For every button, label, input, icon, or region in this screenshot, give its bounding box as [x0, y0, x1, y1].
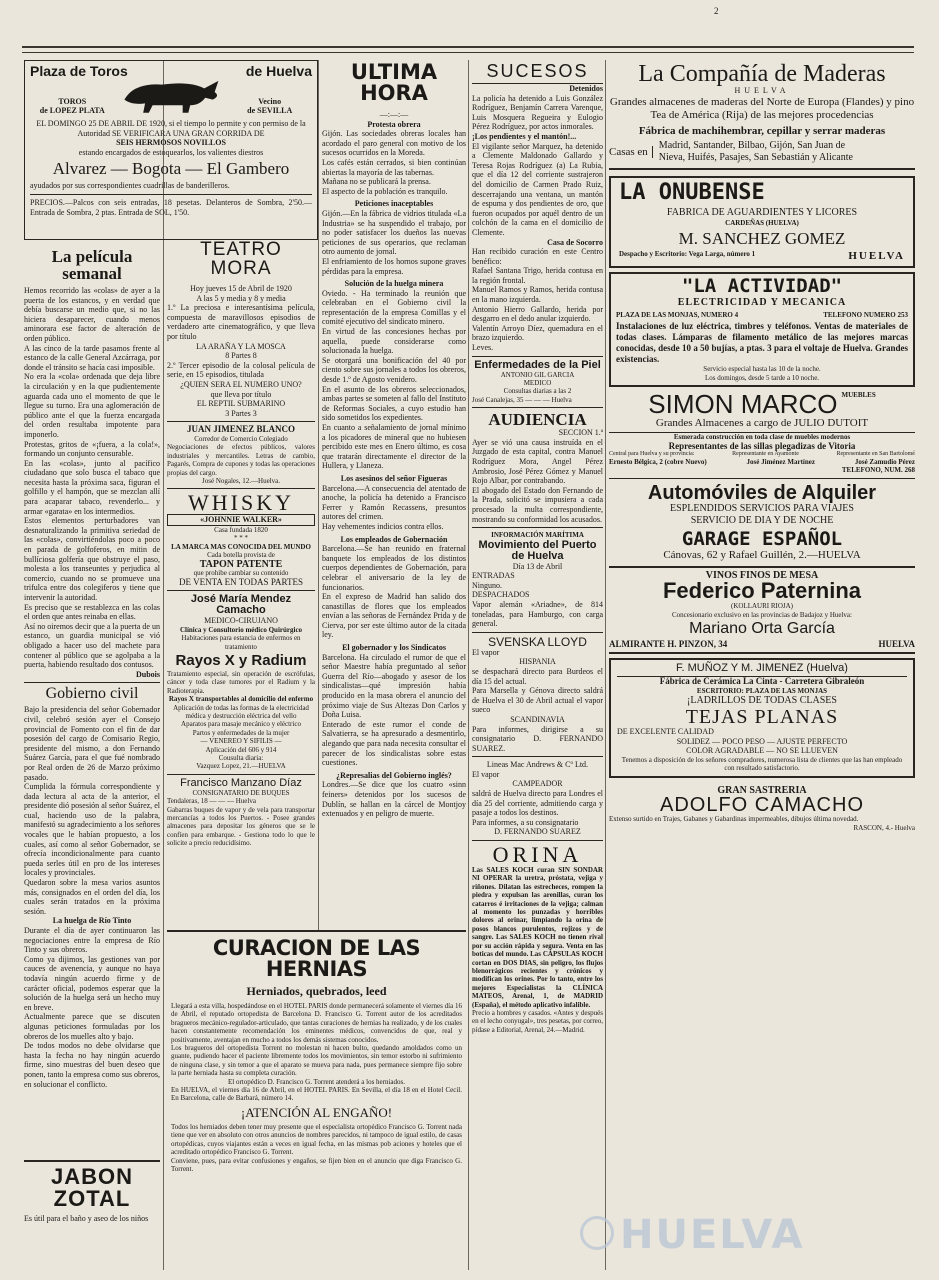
ultima-p14: Barcelona.—Se han reunido en fraternal banquete los empleados de los distintos cuerpos dependientes de Gobernación, para celebrar el aniversario de la ley de funcionarios.: [322, 544, 466, 592]
mendez-title: José María Mendez Camacho: [190, 593, 292, 617]
ceramica-title: F. MUÑOZ Y M. JIMENEZ (Huelva): [676, 662, 848, 675]
teatro-l6: que lleva por título: [210, 389, 272, 399]
hernias-p3: El ortopédico D. Francisco G. Torrent atenderá a los herniados.: [227, 1077, 406, 1086]
orina-title: ORINA: [492, 842, 583, 868]
watermark-logo-icon: [580, 1216, 614, 1250]
piel-title: Enfermedades de la Piel: [474, 358, 601, 371]
manzano-title: Francisco Manzano Díaz: [180, 776, 302, 789]
teatro-l7: EL REPTIL SUBMARINO: [196, 399, 286, 409]
maritima-title: Movimiento del Puerto de Huelva: [478, 538, 597, 562]
sucesos-s3: Casa de Socorro: [547, 237, 603, 247]
gobierno-p3: Quedaron sobre la mesa varios asuntos más, consignados en el orden del día, los cuales serán tratados en la próxima sesión.: [24, 878, 160, 916]
actividad-tel: TELEFONO NUMERO 253: [823, 311, 908, 319]
ultima-orn: —:—:—: [379, 110, 409, 119]
mendez-big: Rayos X y Radium: [175, 651, 307, 669]
ceramica-big: TEJAS PLANAS: [685, 706, 839, 729]
manzano-l1: CONSIGNATARIO DE BUQUES: [192, 788, 290, 797]
ceramica-esc: ESCRITORIO: PLAZA DE LAS MONJAS: [696, 686, 828, 695]
page-number: 2: [714, 6, 719, 16]
plaza-novillos: SEIS HERMOSOS NOVILLOS: [116, 138, 226, 148]
sucesos-p3: Han recibido curación en este Centro benéfico:: [472, 247, 603, 266]
ultima-s3: Solución de la huelga minera: [344, 279, 444, 289]
jabon-title: JABON ZOTAL: [50, 1164, 133, 1211]
blanco-l2: José Nogales, 12.—Huelva.: [202, 476, 280, 485]
pelicula-p3: No era la «cola» ordenada que deja libre la circulación y en la que pudientemente aguarda cada uno el momento de que le llegue su turno. Era una aglomeración de público ante el que la fuerza encargada del orden resultaba impotente para imponerlo.: [24, 372, 160, 439]
auto-garage: GARAGE ESPAÑOL: [681, 527, 843, 550]
ultima-s2: Peticiones inaceptables: [354, 199, 434, 209]
ceramica-p1: Tenemos a disposición de los señores compradores, numerosa lista de clientes que las han empleado con resultado satisfactorio.: [621, 755, 903, 773]
pelicula-p4: Protestas, gritos de «¡fuera, a la cola!», formando un conjunto censurable.: [24, 439, 160, 459]
plaza-diestros: estando encargados de estoquearlos, los valientes diestros: [78, 147, 264, 157]
simon-tel: TELEFONO, NUM. 268: [841, 466, 915, 475]
blanco-title: JUAN JIMENEZ BLANCO: [186, 424, 295, 435]
plaza-toros-ad: [24, 60, 318, 240]
whisky-l4: TAPON PATENTE: [199, 558, 283, 570]
maderas-cities1: Madrid, Santander, Bilbao, Gijón, San Juan de: [658, 139, 846, 151]
simon-small2: Representante en Ayamonte: [732, 451, 799, 458]
lloyd-p2: Para Marsella y Génova directo saldrá de Huelva el 30 de Abril actual el vapor sueco: [472, 686, 603, 715]
vinos-kicker: VINOS FINOS DE MESA: [705, 569, 819, 581]
maderas-p1: Grandes almacenes de maderas del Norte de Europa (Flandes) y pino Tea de América (Rija) de las mejores procedencias: [609, 95, 915, 121]
hernias-ad: [167, 930, 466, 1270]
ultima-title: ULTIMA HORA: [350, 62, 438, 105]
simon-small3: Representante en San Bartolomé: [836, 451, 915, 458]
onubense-ad: [609, 176, 915, 268]
simon-l2: Esmerada construcción en toda clase de muebles modernos: [609, 432, 915, 441]
ultima-p7: Oviedo. - Ha terminado la reunión que celebraban en el Gobierno civil la representación de la empresa Comillas y el comité ejecutivo del sindicato minero.: [322, 288, 466, 327]
ultima-p4: El aspecto de la población es tranquilo.: [322, 186, 448, 196]
gobierno-p2: Cumplida la fórmula correspondiente y dada lectura al acta de la anterior, el presidente dió posesión al señor Suárez, el cual, haciendo uso de la palabra, manifestó su agradecimiento a los señores vocales que le habían propuesto, a los cuales, así como al señor Gobernador, se ofrecía incondicionalmente para cuanto pueda serles útil en pro de los intereses locales y provinciales.: [24, 782, 160, 878]
ceramica-l3: SOLIDEZ — POCO PESO — AJUSTE PERFECTO: [676, 736, 848, 746]
teatro-l3: LA ARAÑA Y LA MOSCA: [196, 341, 286, 351]
manzano-l2: Tendaleras, 18 — — — Huelva: [167, 797, 256, 806]
simon-title: SIMON MARCO: [648, 389, 838, 420]
piel-l2: MEDICO: [523, 379, 552, 388]
ultima-s6: El gobernador y los Sindicatos: [342, 643, 446, 653]
pelicula-title: La película semanal: [51, 248, 133, 283]
divider: [167, 774, 315, 775]
pelicula-p8: Así no oiremos decir que a la puerta de un estanco, un guardia municipal se vió obligado a hacer uso del machete para contener al público que se agolpaba a la puerta, habiendo resultado dos contusos.: [24, 621, 160, 670]
ultima-p9: Se otorgará una bonificación del 40 por ciento sobre sus jornales a todos los obreros, desde 1.º de Agosto venidero.: [322, 355, 466, 385]
teatro-l4: 8 Partes 8: [225, 351, 257, 361]
whisky-l5: que prohibe cambiar su contenido: [193, 569, 289, 578]
column-divider: [605, 60, 606, 1270]
pelicula-p1: Hemos recorrido las «colas» de ayer a la puerta de los estancos, y en verdad que debía buscarse un medio que, si no las hiciera desaparecer, cuando menos aminorara ese factor de alteración de orden público.: [24, 286, 160, 343]
hernias-sub: Herniados, quebrados, leed: [246, 984, 387, 998]
teatro-p1: 1.º La preciosa e interesantísima película, compuesta de maravillosos episodios de verdadero arte cinematográfico, y que lleva por título: [167, 303, 315, 341]
whisky-l2: LA MARCA MAS CONOCIDA DEL MUNDO: [171, 542, 311, 551]
sastreria-kicker: GRAN SASTRERIA: [717, 784, 807, 796]
simon-n1: Ernesto Bélgica, 2 (cobre Nuevo): [609, 458, 707, 467]
divider: [472, 407, 603, 408]
gobierno-p6: Actualmente parece que se discuten algunas peticiones formuladas por los obreros de los muelles alto y bajo.: [24, 1012, 160, 1041]
gobierno-title: Gobierno civil: [45, 685, 139, 703]
maderas-cities2: Nieva, Huifés, Pasajes, San Sebastián y Alicante: [658, 151, 853, 163]
sucesos-p7: Valentín Arroyo Díez, quemadura en el brazo izquierdo.: [472, 323, 603, 343]
gobierno-sub: La huelga de Río Tinto: [52, 916, 132, 926]
macandrews-p1: saldrá de Huelva directo para Londres el día 25 del corriente, admitiendo carga y pasaje a todos los destinos.: [472, 789, 603, 818]
onubense-l4: HUELVA: [848, 250, 905, 262]
auto-l2: SERVICIO DE DIA Y DE NOCHE: [690, 514, 834, 526]
mendez-l4: — VENEREO Y SIFILIS —: [200, 737, 282, 746]
vecino-label: Vecino: [258, 96, 282, 106]
teatro-l2: A las 5 y media y 8 y media: [196, 293, 286, 303]
manzano-p1: Gabarras buques de vapor y de vela para transportar mercancías a todos los Puertos. - Posee grandes almacenes para depositar los géneros que se le confíen para embarque. - Gestiona todo lo que le solicite a precio reducidísimo.: [167, 805, 315, 848]
maderas-fab: Fábrica de machihembrar, cepillar y serrar maderas: [638, 124, 886, 137]
ultima-p10: En el asunto de los obreros seleccionados, ambas partes se someten al fallo del Instituto de Reformas Sociales, a cuyo estudio han sido sometidos los expedientes.: [322, 384, 466, 423]
audiencia-s1: SECCION 1.ª: [558, 428, 603, 438]
hernias-title: CURACION DE LAS HERNIAS: [212, 936, 421, 981]
vinos-title: Federico Paternina: [662, 578, 862, 604]
hernias-p4: En HUELVA, el viernes día 16 de Abril, en el HOTEL PARIS. En Sevilla, el día 18 en el Hotel Cecil. En Barcelona, calle de Barbará, número 14.: [171, 1086, 462, 1103]
lloyd-l1: El vapor: [472, 647, 500, 657]
column-1-body: [24, 248, 160, 1268]
teatro-l1: Hoy jueves 15 de Abril de 1920: [190, 284, 292, 293]
hernias-p2: Los bragueros del ortopedista Torrent no molestan ni hacen bulto, quedando amoldados como un guante, pudiendo hacer el paciente libremente todos los movimientos, sin temor estorbo ni sufrimiento de ninguna clase, y sin temor a que el aparato se mueva para nada, pues permanece siempre fijo sobre la parte herniada hasta su completa curación.: [171, 1044, 462, 1078]
lloyd-p1: se despachará directo para Burdeos el día 15 del actual.: [472, 666, 603, 686]
maderas-ad: [609, 62, 915, 170]
auto-l1: ESPLENDIDOS SERVICIOS PARA VIAJES: [670, 502, 854, 514]
simon-ad: [609, 391, 915, 478]
lloyd-p3: Para informes, dirigirse a su consignatario D. FERNANDO SUAREZ.: [472, 724, 603, 753]
vinos-city: HUELVA: [878, 639, 915, 650]
audiencia-p2: El abogado del Estado don Fernando de la Prada, solicitó se impusiera a cada procesado la multa correspondiente, mostrando su conformidad los acusados.: [472, 485, 603, 524]
sucesos-title: SUCESOS: [472, 62, 603, 84]
divider: [472, 840, 603, 841]
vinos-l1: (KOLLAURI RIOJA): [730, 602, 794, 611]
sastreria-p1: Extenso surtido en Trajes, Gabanes y Gabardinas impermeables, dibujos última novedad.: [609, 815, 859, 824]
ceramica-ad: [609, 658, 915, 778]
column-2: [167, 240, 315, 930]
gobierno-p1: Bajo la presidencia del señor Gobernador civil, celebró sesión ayer el Consejo provincial de Fomento con el fin de dar posesión del cargo de Comisario Regio, presidente del mismo, a don Fernando Suárez García, para el que fué nombrado por Real orden de 26 de Marzo próximo pasado.: [24, 705, 160, 782]
divider: [472, 632, 603, 633]
orina-p1: Las SALES KOCH curan SIN SONDAR NI OPERAR la uretra, próstata, vejiga y riñones. Dilatan las estrecheces, rompen la piedra y expulsan las arenillas, curan los catarros é irritaciones de la vejiga; calman al momento los punzadas y horribles dolores al orinar, limpiando la orina de posos blancos purulentos, rojizos y de sangre. Las SALES KOCH no tienen rival por su acción rápida y segura. Venta en las boticas del mundo. Las CÁPSULAS KOCH cortan en DOS DIAS, sin peligro, los flujos blenorrágicos recientes y crónicos y modifican los orines. Por lo tanto, entre los mejores Especialistas la CLÍNICA MATEOS, Arenal, 1, de MADRID (España), el método aplicativo infalible.: [472, 866, 603, 1009]
plaza-announce: EL DOMINGO 25 DE ABRIL DE 1920, si el tiempo lo permite y con permiso de la Autoridad SE VERIFICARA UNA GRAN CORRIDA DE: [36, 119, 306, 138]
lopez-plata: de LOPEZ PLATA: [39, 106, 105, 116]
sevilla-label: de SEVILLA: [247, 106, 293, 116]
maderas-title: La Compañía de Maderas: [638, 62, 886, 87]
simon-n2: José Jiménez Martínez: [746, 458, 815, 467]
mendez-l7: Vazquez Lopez, 21.—HUELVA: [196, 762, 286, 771]
actividad-title: "LA ACTIVIDAD": [681, 275, 843, 297]
piel-l3: Consultas diarias a las 2: [503, 387, 572, 396]
sucesos-p6: Antonio Hierro Gallardo, herida por desgarro en el dedo anular izquierdo.: [472, 304, 603, 324]
macandrews-p2: Para informes, a su consignatario: [472, 817, 579, 827]
macandrews-l3: D. FERNANDO SUAREZ: [494, 827, 581, 837]
lloyd-l3: SCANDINAVIA: [510, 714, 565, 724]
whisky-brand: «JOHNNIE WALKER»: [167, 514, 315, 526]
teatro-l5: ¿QUIEN SERA EL NUMERO UNO?: [180, 379, 302, 389]
plaza-title-right: de Huelva: [245, 63, 312, 79]
ultima-s4: Los asesinos del señor Figueras: [340, 473, 448, 483]
ultima-p1: Gijón. Las sociedades obreras locales han acordado el paro general con motivo de los sucesos ocurridos en la Moreda.: [322, 129, 466, 158]
jabon-ad: [24, 1160, 160, 1270]
ultima-p3: Mañana no se publicará la prensa.: [322, 177, 431, 187]
ultima-p5: Gijón.—En la fábrica de vidrios titulada «La Industria» se ha suspendido el trabajo, por no poder satisfacer los dueños las nuevas peticiones de sus operarios, que reclaman otro aumento de jornal.: [322, 208, 466, 257]
ultima-p6: El enfriamiento de los hornos supone graves pérdidas para la empresa.: [322, 256, 466, 276]
orina-p2: Precio a hombres y casados. «Antes y después en el lecho conyugal», tres pesetas, por correo, pídase a Editorial, Arenal, 24.—Madrid.: [472, 1008, 603, 1034]
jabon-text: Es útil para el baño y aseo de los niños: [24, 1214, 149, 1223]
vinos-name: Mariano Orta García: [689, 620, 835, 638]
macandrews-title: Lineas Mac Andrews & Cº Ltd.: [486, 760, 589, 770]
maderas-city: HUELVA: [734, 86, 790, 95]
auto-title: Automóviles de Alquiler: [647, 481, 877, 504]
hernias-p1: Llegará a esta villa, hospedándose en el HOTEL PARIS donde permanecerá solamente el viernes día 16 de Abril, el reputado ortopedista de Barcelona D. Francisco G. Torrent autor de los acreditados bragueros mecánico-regulador-articulado, que tantas curaciones de hernias ha realizado, y de los cuales hacen constantemente recomendación los eminentes médicos, convencidos de que, real y positivamente, aventajan en mucho a todos los demás sistemas conocidos.: [171, 1002, 462, 1044]
ultima-p8: En virtud de las concesiones hechas por aquella, puede considerarse como solucionada la huelga.: [322, 327, 466, 356]
sucesos-p5: Manuel Ramos y Ramos, herida contusa en la mano izquierda.: [472, 285, 603, 305]
onubense-l1: FABRICA DE AGUARDIENTES Y LICORES: [666, 206, 858, 218]
actividad-ad: [609, 272, 915, 387]
ultima-p15: En el expreso de Madrid han salido dos canastillas de flores que los empleados envían a las señoras de Fernández Prida y de Cierva, por ser este último autor de la citada ley.: [322, 592, 466, 640]
vinos-addr: ALMIRANTE H. PINZON, 34: [609, 639, 728, 650]
matadores-names: Alvarez — Bogota — El Gambero: [52, 159, 290, 179]
divider: [472, 756, 603, 757]
teatro-l8: 3 Partes 3: [225, 408, 257, 418]
sucesos-s2: ¡Los pendientes y el mantón!...: [472, 131, 577, 141]
sucesos-s1: Detenidos: [569, 84, 603, 93]
ceramica-fab: Fábrica de Cerámica La Cinta - Carretera Gibraleón: [617, 676, 907, 687]
pelicula-p6: Estos elementos perturbadores van desnaturalizando la primitiva seriedad de las «colas», convirtiéndolas poco a poco en parada de golfoferos, en mitin de bullíciosa golfería que obstruye el paso, molesta a los transeuntes y perjudica al comercio, cuando no se promueve una trifulca entre dos colegiferos y tiene que intervenir la autoridad.: [24, 516, 160, 602]
piel-l1: ANTONIO GIL GARCIA: [500, 370, 575, 379]
audiencia-p1: Ayer se vió una causa instruída en el Juzgado de esta capital, contra Manuel Rodríguez Mora, Angel Pérez Ambrosio, José Pérez Gómez y Manuel Rojo Albar, por contrabando.: [472, 437, 603, 486]
divider: [167, 421, 315, 422]
macandrews-l1: El vapor: [472, 769, 500, 779]
ceramica-l1: ¡LADRILLOS DE TODAS CLASES: [687, 695, 837, 707]
plaza-cuadrillas: ayudados por sus correspondientes cuadrillas de banderilleros.: [30, 181, 230, 191]
divider: [30, 194, 312, 195]
hernias-p5: Todos los herniados deben tener muy presente que el especialista ortopédico Francisco G. Torrent nada tiene que ver en absoluto con otros anuncios de nombres parecidos, ni tampoco de igual estilo, de casas ortopédicas, cuyos viajantes están a veces en igual fecha, en las mismas pob aciones y hoteles que el acreditado ortopédico Francisco G. Torrent.: [171, 1122, 462, 1157]
onubense-title: LA ONUBENSE: [619, 179, 765, 205]
top-rule-thin: [22, 52, 914, 53]
mendez-l1: MEDICO-CIRUJANO: [204, 616, 278, 626]
mendez-p2: Rayos X transportables al domicilio del enfermo: [168, 695, 314, 704]
plaza-title-left: Plaza de Toros: [30, 63, 128, 79]
lloyd-title: SVENSKA LLOYD: [488, 634, 587, 649]
column-divider: [468, 60, 469, 1270]
lloyd-l2: HISPANIA: [519, 657, 556, 667]
sastreria-title: ADOLFO CAMACHO: [659, 794, 865, 817]
maritima-kicker: INFORMACIÓN MARÍTIMA: [491, 531, 584, 540]
auto-addr: Cánovas, 62 y Rafael Guillén, 2.—HUELVA: [663, 548, 861, 561]
mendez-p3: Aplicación de todas las formas de la electricidad médica y destrucción eléctrica del vello: [173, 703, 309, 720]
onubense-name: M. SANCHEZ GOMEZ: [678, 229, 846, 248]
piel-l4: José Canalejas, 35 — — — Huelva: [472, 395, 572, 404]
mendez-l2: Clínica y Consultorio médico Quirúrgico: [179, 625, 303, 634]
top-rule: [22, 46, 914, 48]
divider: [472, 527, 603, 528]
maritima-p1: Vapor alemán «Ariadne», de 814 toneladas, para Hamburgo, con carga general.: [472, 599, 603, 629]
blanco-p1: Negociaciones de efectos públicos, valores industriales y mercantiles. Letras de cambio, Pagarés, Compra de cupones y todas las operaciones propias del cargo.: [167, 443, 315, 477]
sastreria-addr: RASCON, 4.- Huelva: [853, 823, 915, 832]
simon-muebles: MUEBLES: [841, 391, 876, 400]
sucesos-p2: El vigilante señor Marquez, ha detenido a Clemente Maldonado Gallardo y Teresa Rojas Rodríguez (a) La Rubia, que el día 12 del corriente sustrajeron del domicilio de Carmen Prado Ruiz, descerrajando una ventana, un mantón de espuma y dos pendientes de oro, que fueron ocupados por aquél dentro de un colchón de la cama en el domicilio de Clemente.: [472, 141, 603, 237]
ultima-s1: Protesta obrera: [367, 119, 421, 129]
gobierno-p7: De todos modos no debe olvidarse que hasta la fecha no hay ningún acuerdo firme, sino muestras del buen deseo que ponen, tanto la empresa como sus obreros, en solucionar el conflicto.: [24, 1041, 160, 1089]
gobierno-p5: Como ya dijimos, las gestiones van por cauces de avenencia, y aunque no haya todavía ningún acuerdo firme y de carácter oficial, podemos esperar que la solución de la huelga será un hecho muy en breve.: [24, 954, 160, 1012]
whisky-l6: DE VENTA EN TODAS PARTES: [179, 576, 303, 587]
teatro-p2: 2.º Tercer episodio de la colosal película de serie, en 15 episodios, titulada: [167, 360, 315, 380]
onubense-l2: CARDEÑAS (HUELVA): [725, 218, 799, 227]
mendez-p4: Aparatos para masaje mecánico y eléctrico: [181, 720, 301, 729]
bull-icon: [115, 72, 228, 116]
ultima-p11: En cuanto a señalamiento de jornal mínimo a los picadores de mineral que no hubiesen percibido este mes en Enero último, es cosa que tratarán directamente el director de la Hullera, y Llaneza.: [322, 423, 466, 471]
whisky-l3: Cada botella provista de: [207, 551, 275, 560]
maritima-l1: Día 13 de Abril: [512, 561, 563, 571]
watermark: HUELVA: [620, 1212, 805, 1258]
ultima-p16: Barcelona. Ha circulado el rumor de que el señor Maestre había preguntado al señor Guerra del Río—abogado y asesor de los sindicalistas—qué impresión había producido en la masa obrera el anuncio del próximo viaje de Sus Altezas Don Carlos y Doña Luisa.: [322, 652, 466, 720]
actividad-l2: Los domingos, desde 5 tarde a 10 noche.: [704, 373, 820, 382]
macandrews-l2: CAMPEADOR: [512, 779, 563, 789]
pelicula-p2: A las cinco de la tarde pasamos frente al estanco de la calle General Azcárraga, por donde el tránsito se hacía casi imposible.: [24, 343, 160, 372]
blanco-l1: Corredor de Comercio Colegiado: [194, 434, 288, 443]
column-3: [472, 62, 603, 1270]
whisky-l1: Casa fundada 1820: [214, 525, 268, 534]
pelicula-p5: En las «colas», junto al pacífico ciudadano que solo busca el tabaco que necesita hasta la próxima saca, figuran el golfillo y el hampón, que se mezclan allí para acaparar tabaco, revenderlo... y armar «garata» en los intermedios.: [24, 458, 160, 516]
maritima-l3: Ninguno.: [472, 580, 502, 590]
onubense-l3: Despacho y Escritorio: Vega Larga, número 1: [619, 250, 756, 258]
sastreria-ad: [609, 782, 915, 832]
sucesos-p1: La policía ha detenido a Luis González Rodríguez, Benjamín Carrera Varenque, Luis Mosquera Regueira y Eulogio Pérez Rodríguez, por actos inmorales.: [472, 93, 603, 132]
audiencia-title: AUDIENCIA: [488, 410, 587, 430]
pelicula-p7: Es preciso que se restablezca en las colas el orden que antes reinaba en ellas.: [24, 602, 160, 622]
vinos-ad: [609, 568, 915, 654]
whisky-title: WHISKY: [188, 490, 294, 516]
simon-l1: Grandes Almacenes a cargo de JULIO DUTOIT: [655, 417, 869, 430]
sucesos-p8: Leves.: [472, 343, 494, 353]
ultima-p2: Los cafés están cerrados, si bien continúan abiertas la mayoría de las tabernas.: [322, 157, 466, 177]
ceramica-l2: DE EXCELENTE CALIDAD: [617, 727, 714, 737]
gobierno-p4: Durante el día de ayer continuaron las negociaciones entre la empresa de Río Tinto y sus obreros.: [24, 926, 160, 955]
ultima-p18: Londres.—Se dice que los cuatro «sinn feiners» detenidos por los sucesos de Dublín, se hallan en la cárcel de Montjoy extenuados y en peligro de muerte.: [322, 780, 466, 819]
actividad-p1: Instalaciones de luz eléctrica, timbres y teléfonos. Ventas de materiales de todas clases. Lámparas de filamento metálico de las mejores marcas conocidas, desde 10 a 50 bujías, a ptas. 3 para el voltaje de Huelva. Grandes existencias.: [616, 321, 908, 365]
ultima-p12: Barcelona.—A consecuencia del atentado de anoche, la policía ha detenido a Francisco Ferrer y Ramón Recassens, presuntos autores del crimen.: [322, 483, 466, 522]
teatro-title: TEATRO MORA: [200, 240, 282, 279]
ultima-p13: Hay vehementes indicios contra ellos.: [322, 521, 444, 531]
pelicula-signature: Dubois: [135, 669, 160, 679]
whisky-stars: * * *: [234, 534, 248, 543]
maritima-l4: DESPACHADOS: [472, 590, 530, 600]
actividad-addr: PLAZA DE LAS MONJAS, NUMERO 4: [616, 311, 739, 319]
ultima-p17: Enterado de este rumor el conde de Salvatierra, se ha apresurado a desmentirlo, alegando que para nada necesita consultar el parecer de los sindicalistas sobre estas cuestiones.: [322, 719, 466, 768]
maderas-casas: Casas en: [609, 146, 653, 158]
actividad-l1: Servicio especial hasta las 10 de la noche.: [703, 365, 821, 374]
divider: [167, 488, 315, 489]
hernias-alert: ¡ATENCIÓN AL ENGAÑO!: [240, 1104, 393, 1120]
simon-n3: José Zamudio Pérez: [854, 458, 915, 467]
column-4: [609, 62, 915, 1270]
mendez-l5: Aplicación del 606 y 914: [205, 745, 277, 754]
mendez-l3: Habitaciones para estancia de enfermos en tratamiento: [181, 634, 301, 651]
actividad-sub: ELECTRICIDAD Y MECANICA: [677, 297, 847, 308]
ultima-hora-column: [322, 62, 466, 930]
mendez-p5: Partos y enfermedades de la mujer: [192, 728, 290, 737]
ultima-s5: Los empleados de Gobernación: [340, 534, 448, 544]
mendez-l6: Cousulta diaria:: [218, 754, 264, 763]
mendez-p1: Tratamiento especial, sin operación de escrófulas, cáncer y toda clase tumores por el Radium y la Radioterapia.: [167, 669, 315, 695]
ceramica-l4: COLOR AGRADABLE — NO SE LLUEVEN: [686, 746, 838, 756]
maritima-l2: ENTRADAS: [472, 571, 515, 581]
simon-small1: Central para Huelva y su provincia:: [609, 451, 695, 458]
auto-ad: [609, 479, 915, 568]
simon-l3: Representantes de las sillas plegadizas de Vitoria: [668, 440, 856, 451]
divider: [472, 356, 603, 357]
ultima-s7: ¿Represalias del Gobierno inglés?: [336, 770, 452, 780]
vinos-l2: Concesionario exclusivo en las provincias de Badajoz y Huelva:: [671, 610, 852, 619]
sucesos-p4: Rafael Santana Trigo, herida contusa en la región frontal.: [472, 266, 603, 285]
plaza-precios: PRECIOS.—Palcos con seis entradas, 18 pesetas. Delanteros de Sombra, 2'50.—Entrada de Sombra, 2 ptas. Entrada de SOL, 1'50.: [30, 197, 312, 217]
toros-label: TOROS: [58, 96, 87, 106]
divider: [24, 682, 160, 683]
divider: [167, 590, 315, 591]
hernias-p6: Conviene, pues, para evitar confusiones y engaños, se fijen bien en el anuncio que diga Francisco G. Torrent.: [171, 1156, 462, 1173]
